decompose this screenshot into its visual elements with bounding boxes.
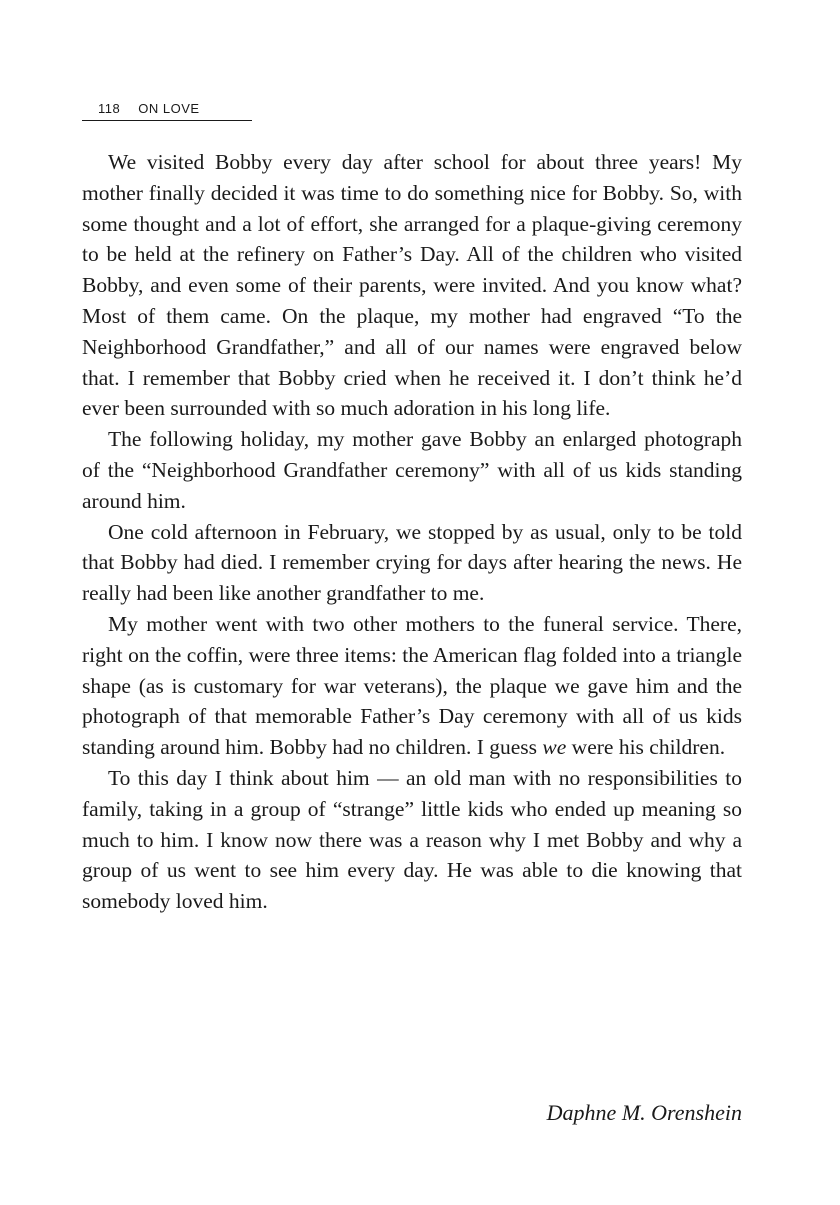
paragraph-2: The following holiday, my mother gave Bobby an enlarged photograph of the “Neighborhood Grandfather ceremony” with all of us kids standing around him. — [82, 427, 742, 513]
paragraph-4-end: were his children. — [571, 735, 726, 760]
page-number: 118 — [98, 101, 121, 116]
story-body — [82, 147, 742, 917]
paragraph-3: One cold afternoon in February, we stopped by as usual, only to be told that Bobby had died. I remember crying for days after hearing the news. He really had been like another grandfather to me. — [82, 519, 742, 606]
paragraph-4 — [82, 609, 742, 763]
paragraph-1: We visited Bobby every day after school for about three years! My mother finally decided it was time to do something nice for Bobby. So, with some thought and a lot of effort, she arranged for a plaque-giving ceremony to be held at the refinery on Father’s Day. All of the children who visited Bobby, and even some of their parents, were invited. And you know what? Most of them came. On the plaque, my mother had engraved “To the Neighborhood Grandfather,” and all of our names were engraved below that. I remember that Bobby cried when he received it. I don’t think he’d ever been surrounded with so much adoration in his long life. — [82, 150, 742, 421]
running-header — [82, 100, 252, 121]
paragraph-4-emphasis: we — [542, 735, 567, 760]
running-title: ON LOVE — [138, 101, 200, 116]
paragraph-4-main: My mother went with two other mothers to the funeral service. There, right on the coffin, were three items: the American flag folded into a triangle shape (as is customary for war veterans), the plaque we gave him and the photograph of that memorable Father’s Day ceremony with all of us kids standing around him. Bobby had no children. I guess — [82, 611, 742, 760]
author-signature: Daphne M. Orenshein — [546, 1100, 742, 1125]
paragraph-5: To this day I think about him — an old man with no responsibilities to family, taking in a group of “strange” little kids who ended up meaning so much to him. I know now there was a reason why I met Bobby and why a group of us went to see him every day. He was able to die knowing that somebody loved him. — [82, 765, 742, 914]
